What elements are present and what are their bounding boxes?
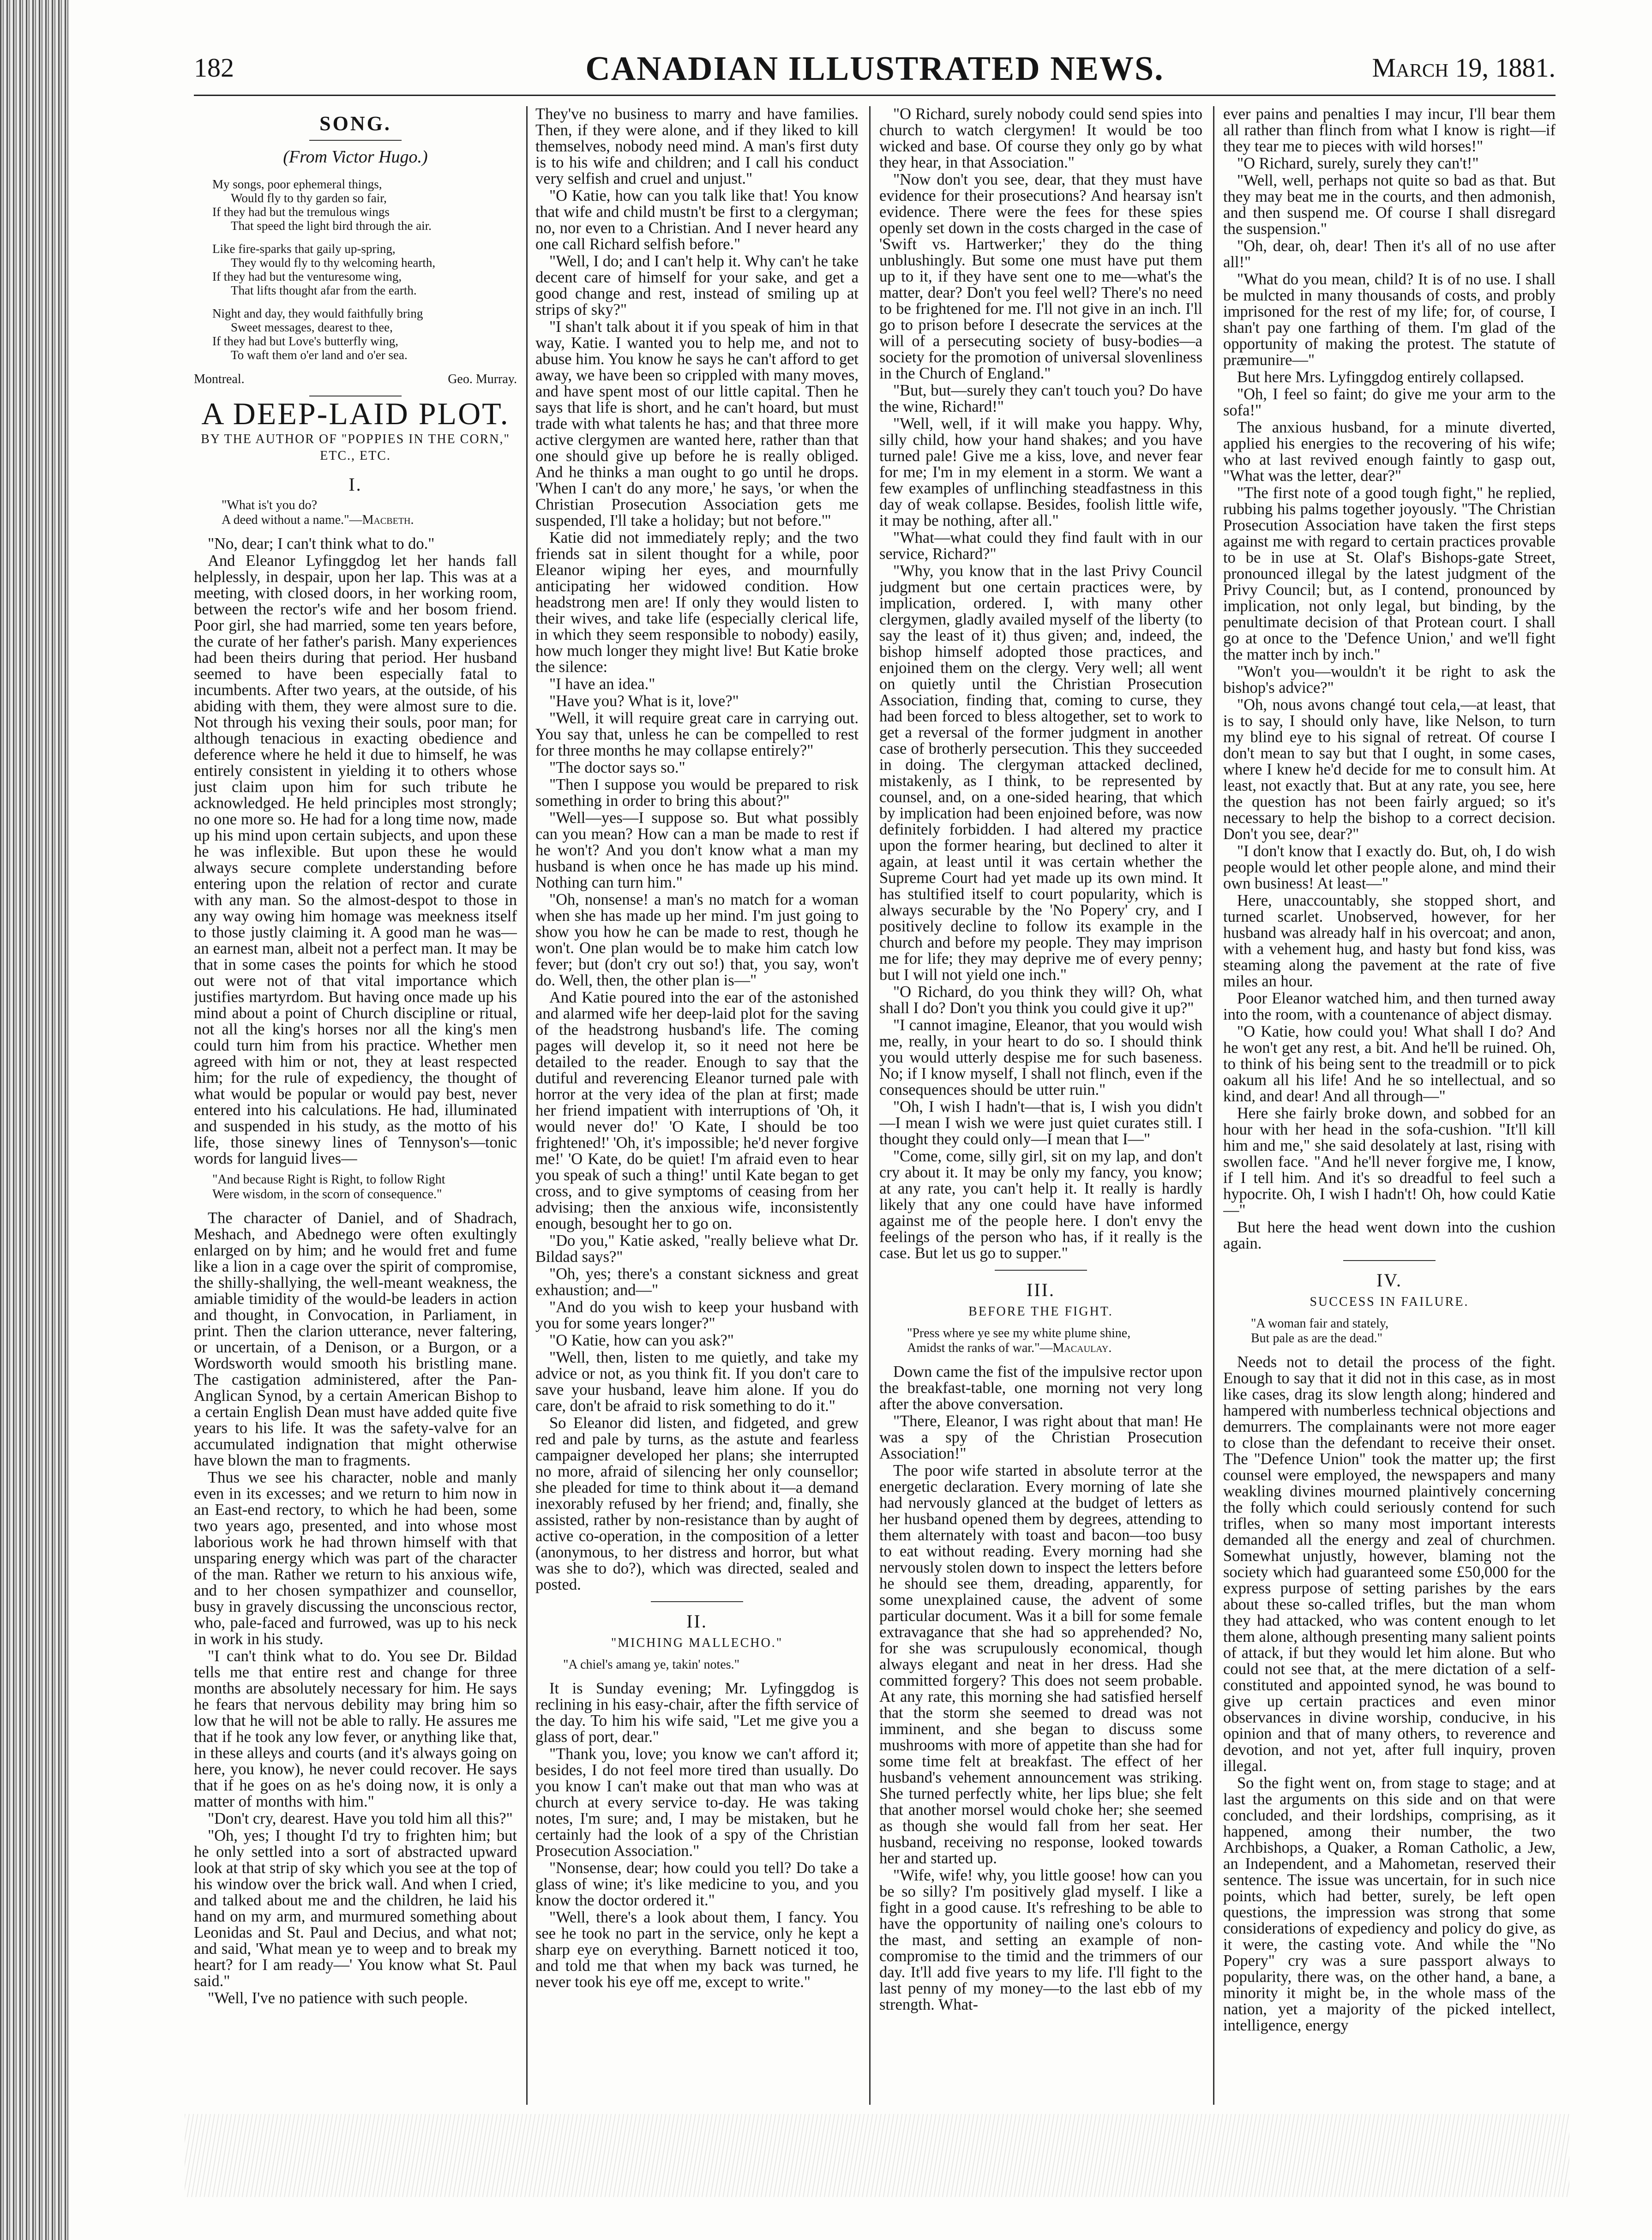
page-header	[194, 44, 1556, 96]
song-stanza	[212, 306, 517, 362]
column-2	[535, 106, 859, 2105]
song-author: Geo. Murray.	[448, 372, 517, 386]
paragraph: "Oh, I wish I hadn't—that is, I wish you didn't—I mean I wish we were just quiet curates still. I thought they could only—I mean that I—"	[879, 1098, 1202, 1148]
paragraph: The character of Daniel, and of Shadrach, Meshach, and Abednego were often exultingly enlarged on by him; and he would fret and fume like a lion in a cage over the spirit of compromise, the shilly-shallying, the well-meant weakness, the amiable timidity of the would-be leaders in action and thought, in Convocation, in Parliament, in print. Then the clarion utterance, never faltering, or uncertain, of a Denison, or a Burgon, or a Wordsworth would smooth his bristling mane. The castigation administered, after the Pan-Anglican Synod, by a certain American Bishop to a certain English Dean must have added quite five years to his life. It was the safety-valve for an accumulated indignation that might otherwise have blown the man to fragments.	[194, 1209, 517, 1469]
scan-binding-edge	[0, 0, 69, 2240]
column-rule	[1213, 106, 1214, 2105]
masthead: CANADIAN ILLUSTRATED NEWS.	[585, 50, 1164, 88]
paragraph: "O Richard, do you think they will? Oh, what shall I do? Don't you think you could give it up?"	[879, 983, 1202, 1017]
paragraph: "I have an idea."	[549, 675, 655, 693]
paragraph: "O Katie, how can you talk like that! You know that wife and child mustn't be first to a clergyman; no, nor even to a Christian. And I never heard any one call Richard selfish before."	[535, 187, 859, 253]
tennyson-quote: "And because Right is Right, to follow Right Were wisdom, in the scorn of consequence."	[212, 1172, 445, 1201]
song-source: (From Victor Hugo.)	[283, 147, 428, 167]
paragraph: But here the head went down into the cushion again.	[1223, 1219, 1556, 1252]
paragraph: "Thank you, love; you know we can't afford it; besides, I do not feel more tired than usually. Do you know I can't make out that man who was at church at every service to-day. He was taking notes, I'm sure; and, I may be mistaken, but he certainly had the look of a spy of the Christian Prosecution Association."	[535, 1745, 859, 1860]
song-title: SONG.	[319, 112, 391, 135]
paragraph: And Eleanor Lyfinggdog let her hands fall helplessly, in despair, upon her lap. This was at a meeting, with closed doors, in her working room, between the rector's wife and her bosom friend. Poor girl, she had married, some ten years before, the curate of her father's parish. Many experiences had been theirs during that period. Her husband seemed to have been especially fatal to incumbents. After two years, at the outside, of his abiding with them, they were almost sure to die. Not through his vexing their souls, poor man; for although tenacious in exacting obedience and deference where he held it due to himself, he was entirely consistent in yielding it to others whose just claim upon him for such tribute he acknowledged. He held principles most strongly; no one more so. He had for a long time now, made up his mind upon certain subjects, and upon these he was inflexible. But upon these he would always secure complete understanding before entering upon the relation of rector and curate with any man. So the almost-despot to those in any way owing him homage was meekness itself to those justly claiming it. A good man he was—an earnest man, albeit not a perfect man. It may be that in some cases the points for which he stood out were not of that vital importance which justifies martyrdom. But having once made up his mind about a point of Church discipline or ritual, not all the king's horses nor all the king's men could turn him from his practice. Whether men agreed with him or not, they at least respected him; for the rule of expediency, the thought of what would be popular or would pay best, never entered into his calculations. He had, illuminated and suspended in his study, as the motto of his life, those sinewy lines of Tennyson's—tonic words for languid lives—	[194, 552, 517, 1167]
paragraph: "Come, come, silly girl, sit on my lap, and don't cry about it. It may be only my fancy, you know; at any rate, you can't help it. It really is hardly likely that any one could have have informed against me of the people here. I don't envy the feelings of the person who has, if it really is the case. But let us go to supper."	[879, 1147, 1202, 1262]
column-1	[194, 106, 517, 2105]
paragraph: "What do you mean, child? It is of no use. I shall be mulcted in many thousands of costs, and probly imprisoned for the rest of my life; for, of course, I shan't pay one farthing of them. I'm glad of the opportunity of making the protest. The statute of præmunire—"	[1223, 270, 1556, 369]
epigraph-source: Macaulay.	[1052, 1341, 1112, 1355]
story-byline: BY THE AUTHOR OF "POPPIES IN THE CORN," ETC., ETC.	[201, 432, 510, 463]
verse-line: They would fly to thy welcoming hearth,	[231, 256, 436, 270]
paragraph: So the fight went on, from stage to stage; and at last the arguments on this side and on that were concluded, and their lordships, comprising, as it happened, among their number, the two Archbishops, a Quaker, a Roman Catholic, a Jew, an Independent, and a Mahometan, reserved their sentence. The issue was uncertain, for in such nice points, which had better, surely, be left open questions, the impression was strong that some considerations of expediency and policy do give, as it were, the casting vote. And while the "No Popery" cry was a sure passport always to popularity, there was, on the other hand, a bane, a minority it might be, in the whole mass of the nation, yet a majority of the picked intellect, intelligence, energy	[1223, 1774, 1556, 2034]
chapter-title: BEFORE THE FIGHT.	[968, 1304, 1113, 1319]
paragraph: Here, unaccountably, she stopped short, and turned scarlet. Unobserved, however, for her husband was already half in his overcoat; and anon, with a vehement hug, and hasty but fond kiss, was steaming along the pavement at the rate of five miles an hour.	[1223, 892, 1556, 990]
paragraph: "Oh, I feel so faint; do give me your arm to the sofa!"	[1223, 385, 1556, 419]
paragraph: "Well, then, listen to me quietly, and take my advice or not, as you think fit. If you don't care to save your husband, leave him alone. If you do care, don't be afraid to risk something to do it."	[535, 1349, 859, 1415]
chapter-number: II.	[686, 1611, 708, 1632]
paragraph: "I cannot imagine, Eleanor, that you would wish me, really, in your heart to do so. I should think you would utterly despise me for such baseness. No; if I know myself, I shall not flinch, even if the consequences should be utter ruin."	[879, 1016, 1202, 1099]
paragraph: "Have you? What is it, love?"	[549, 692, 739, 710]
paragraph: "Well—yes—I suppose so. But what possibly can you mean? How can a man be made to rest if he won't? And you don't know what a man my husband is when once he has made up his mind. Nothing can turn him."	[535, 809, 859, 891]
verse-line: That speed the light bird through the air.	[231, 219, 432, 233]
paragraph: "The doctor says so."	[549, 759, 685, 776]
paragraph: "I can't think what to do. You see Dr. Bildad tells me that entire rest and change for three months are absolutely necessary for him. He says he fears that nervous debility may bring him so low that he will not be able to rally. He assures me that if he took any low fever, or anything like that, in these alleys and courts (and it's always going on here, you know), he never could recover. He says that if he goes on as he's doing now, it is only a matter of months with him."	[194, 1647, 517, 1810]
verse-line: To waft them o'er land and o'er sea.	[231, 348, 408, 362]
paragraph: "The first note of a good tough fight," he replied, rubbing his palms together joyously. "The Christian Prosecution Association have taken the first steps against me with regard to certain practices provable to be in use at St. Olaf's Bishops-gate Street, pronounced illegal by the latest judgment of the Privy Council; but, as I contend, pronounced by implication, not only legal, but binding, by the penultimate decision of that Protean court. I shall go at once to the 'Defence Union,' and we'll fight the matter inch by inch."	[1223, 484, 1556, 663]
verse-line: That lifts thought afar from the earth.	[231, 283, 417, 297]
paragraph: "Well, well, if it will make you happy. Why, silly child, how your hand shakes; and you have turned pale! Give me a kiss, love, and never fear for me; I'm in my element in a storm. We want a few examples of unflinching steadfastness in this day of weak collapse. Besides, foolish little wife, it may be nothing, after all."	[879, 415, 1202, 529]
verse-line: If they had but the venturesome wing,	[212, 270, 402, 283]
chapter-number: IV.	[1376, 1270, 1403, 1291]
paragraph: "Oh, dear, oh, dear! Then it's all of no use after all!"	[1223, 237, 1556, 271]
song-stanza	[212, 177, 517, 233]
paragraph: "Well, well, perhaps not quite so bad as that. But they may beat me in the courts, and then admonish, and then suspend me. Of course I shall disregard the suspension."	[1223, 172, 1556, 238]
story-title: A DEEP-LAID PLOT.	[201, 396, 510, 431]
paragraph: "There, Eleanor, I was right about that man! He was a spy of the Christian Prosecution Association!"	[879, 1412, 1202, 1462]
paragraph: "Won't you—wouldn't it be right to ask the bishop's advice?"	[1223, 663, 1556, 697]
column-3	[879, 106, 1202, 2105]
paragraph: Poor Eleanor watched him, and then turned away into the room, with a countenance of abject dismay.	[1223, 990, 1556, 1023]
paragraph: "But, but—surely they can't touch you? Do have the wine, Richard!"	[879, 382, 1202, 415]
paragraph: The poor wife started in absolute terror at the energetic declaration. Every morning of late she had nervously glanced at the budget of letters as her husband opened them by degrees, attending to them alternately with toast and bacon—too busy to eat without reading. Every morning had she nervously stolen down to inspect the letters before he should see them, dreading, apparently, for some unexplained cause, the advent of some particular document. Was it a bill for some female extravagance that she had so apprehended? No, for she was scrupulously economical, though always elegant and neat in her dress. Had she committed forgery? This does not seem probable. At any rate, this morning she had satisfied herself that the storm she seemed to dread was not imminent, and she began to discuss some mushrooms with more of appetite than she had for some time felt at breakfast. The effect of her husband's vehement announcement was striking. She turned perfectly white, her lips blue; she felt that another morsel would choke her; she seemed as though she would fall from her seat. Her husband, receiving no response, looked towards her and started up.	[879, 1462, 1202, 1867]
paragraph: ever pains and penalties I may incur, I'll bear them all rather than flinch from what I know is right—if they tear me to pieces with wild horses!"	[1223, 106, 1556, 155]
divider	[995, 1270, 1087, 1271]
paragraph: Katie did not immediately reply; and the two friends sat in silent thought for a while, poor Eleanor wiping her eyes, and mournfully anticipating her widowed condition. How headstrong men are! If only they would listen to their wives, and take life (especially clerical life, in which they seem responsible to nobody) easily, how much longer they might live! But Katie broke the silence:	[535, 529, 859, 676]
paragraph: "I shan't talk about it if you speak of him in that way, Katie. I wanted you to help me, and not to abuse him. You know he says he can't afford to get away, we have been so crippled with many moves, and have spent most of our little capital. Then he says that life is short, and he can't hoard, but must trade with what talents he has; and that three more active clergymen are wanted here, rather than that one should give up before he is really obliged. And he thinks a man ought to go until he drops. 'When I can't do any more,' he says, 'or when the Christian Prosecution Association gets me suspended, I'll take a holiday; but not before.'"	[535, 318, 859, 529]
verse-line: Like fire-sparks that gaily up-spring,	[212, 242, 396, 256]
column-rule	[869, 106, 871, 2105]
paragraph: "Why, you know that in the last Privy Council judgment but one certain practices were, by implication, ordered. I, with many other clergymen, gladly availed myself of the liberty (to say the least of it) thus given; and, indeed, the bishop himself adopted those practices, and enjoined them on the clergy. Very well; all went on quietly until the Christian Prosecution Association, finding that, coming to curse, they had been forced to bless altogether, set to work to get a reversal of the former judgment in another case of brotherly persecution. This they succeeded in doing. The clergyman attacked declined, mistakenly, as I think, to be represented by counsel, and, on a one-sided hearing, that which by implication had been enjoined before, was now definitely forbidden. I had altered my practice upon the former hearing, but declined to alter it again, at least until it was certain whether the Supreme Court had yet made up its own mind. It has stultified itself to court popularity, which is always securable by the 'No Popery' cry, and I positively decline to follow its example in the church and before my people. They may imprison me for life; they may deprive me of every penny; but I will not yield one inch."	[879, 562, 1202, 984]
chapter-epigraph: "A chiel's amang ye, takin' notes."	[563, 1657, 740, 1672]
paragraph: "Oh, yes; there's a constant sickness and great exhaustion; and—"	[535, 1265, 859, 1299]
paragraph: It is Sunday evening; Mr. Lyfinggdog is reclining in his easy-chair, after the fifth service of the day. To him his wife said, "Let me give you a glass of port, dear."	[535, 1680, 859, 1746]
paragraph: Thus we see his character, noble and manly even in its excesses; and we return to him now in an East-end rectory, to which he had been, some two years ago, presented, and into whose most laborious work he had thrown himself with that unsparing energy which was part of the character of the man. Rather we return to his anxious wife, and to her chosen sympathizer and counsellor, busy in gravely discussing the unconscious rector, who, pale-faced and furrowed, was up to his neck in work in his study.	[194, 1469, 517, 1648]
paragraph: Down came the fist of the impulsive rector upon the breakfast-table, one morning not very long after the above conversation.	[879, 1363, 1202, 1413]
chapter-title: SUCCESS IN FAILURE.	[1310, 1295, 1469, 1309]
paragraph: "Wife, wife! why, you little goose! how can you be so silly? I'm positively glad myself. I like a fight in a good cause. It's refreshing to be able to have the opportunity of nailing one's colours to the mast, and setting an example of non-compromise to the timid and the trimmers of our day. It'll add five years to my life. I'll fight to the last penny of my money—to the last ebb of my strength. What-	[879, 1867, 1202, 2013]
paragraph: "Oh, nous avons changé tout cela,—at least, that is to say, I should only have, like Nelson, to turn my blind eye to his signal of retreat. Of course I don't mean to say but that I ought, in some cases, where I knew he'd decide for me to consult him. At least, not exactly that. But at any rate, you see, here the question has not been fairly argued; so it's necessary to help the bishop to a correct decision. Don't you see, dear?"	[1223, 696, 1556, 843]
page-number: 182	[194, 53, 234, 83]
epigraph-source: Macbeth.	[362, 513, 414, 527]
paragraph: But here Mrs. Lyfinggdog entirely collapsed.	[1237, 368, 1524, 386]
chapter-title: "MICHING MALLECHO."	[611, 1636, 783, 1650]
scan-noise	[185, 2114, 1569, 2197]
paragraph: "O Richard, surely nobody could send spies into church to watch clergymen! It would be too wicked and base. Of course they only go by what they hear, in that Association."	[879, 106, 1202, 171]
chapter-epigraph	[907, 1326, 1202, 1356]
paragraph: They've no business to marry and have families. Then, if they were alone, and if they liked to kill themselves, nobody need mind. A man's first duty is to his wife and children; and I call his conduct very selfish and cruel and unjust."	[535, 106, 859, 187]
paragraph: "Nonsense, dear; how could you tell? Do take a glass of wine; it's like medicine to you, and you know the doctor ordered it."	[535, 1859, 859, 1909]
chapter-number: III.	[1027, 1279, 1055, 1300]
song-stanza	[212, 242, 517, 297]
paragraph: "I don't know that I exactly do. But, oh, I do wish people would let other people alone, and mind their own business! At least—"	[1223, 842, 1556, 892]
paragraph: "O Katie, how could you! What shall I do? And he won't get any rest, a bit. And he'll be ruined. Oh, to think of his being sent to the treadmill or to pick oakum all his life! And he so intellectual, and so kind, and dear! And all through—"	[1223, 1023, 1556, 1105]
epigraph-text: "Press where ye see my white plume shine, Amidst the ranks of war."—	[907, 1326, 1131, 1355]
paragraph: "Now don't you see, dear, that they must have evidence for their prosecutions? And hearsay isn't evidence. There were the fees for these spies openly set down in the costs charged in the case of 'Swift vs. Hartwerker;' they do the thing unblushingly. But some one must have put them up to it, if they have sent one to me—what's the matter, dear? Don't you feel well? There's no need to be frightened for me. I'll not give in an inch. I'll go to prison before I desecrate the services at the will of a persecuting society of busy-bodies—a society for the promotion of universal slovenliness in the Church of England."	[879, 171, 1202, 382]
paragraph: "Don't cry, dearest. Have you told him all this?"	[208, 1810, 513, 1827]
paragraph: "No, dear; I can't think what to do."	[208, 535, 435, 552]
verse-line: Sweet messages, dearest to thee,	[231, 320, 393, 334]
paragraph: The anxious husband, for a minute diverted, applied his energies to the recovering of his wife; who at last revived enough faintly to gasp out, "What was the letter, dear?"	[1223, 419, 1556, 485]
chapter-epigraph	[222, 498, 517, 528]
paragraph: "Oh, yes; I thought I'd try to frighten him; but he only settled into a sort of abstracted upward look at that strip of sky which you see at the top of his window over the brick wall. And when I cried, and talked about me and the children, he laid his hand on my arm, and murmured something about Leonidas and St. Paul and Decius, and what not; and said, 'What mean ye to weep and to break my heart? for I am ready—' You know what St. Paul said."	[194, 1827, 517, 1990]
column-rule	[526, 106, 528, 2105]
paragraph: "Do you," Katie asked, "really believe what Dr. Bildad says?"	[535, 1232, 859, 1266]
divider	[1343, 1260, 1436, 1261]
chapter-number: I.	[348, 474, 362, 495]
paragraph: "O Richard, surely, surely they can't!"	[1237, 155, 1479, 172]
chapter-epigraph: "A woman fair and stately, But pale as are the dead."	[1251, 1316, 1389, 1345]
issue-date: March 19, 1881.	[1372, 53, 1556, 83]
verse-line: Night and day, they would faithfully bring	[212, 306, 423, 320]
paragraph: "What—what could they find fault with in our service, Richard?"	[879, 529, 1202, 563]
paragraph: So Eleanor did listen, and fidgeted, and grew red and pale by turns, as the astute and fearless campaigner developed her plans; she interrupted no more, afraid of silencing her only counsellor; she pleaded for time to think about it—a demand inexorably refused by her friend; and, finally, she assisted, rather by non-resistance than by aught of active co-operation, in the composition of a letter (anonymous, to her distress and horror, but what was she to do?), which was directed, sealed and posted.	[535, 1414, 859, 1593]
column-4	[1223, 106, 1556, 2105]
paragraph: "Well, it will require great care in carrying out. You say that, unless he can be compelled to rest for three months he may collapse entirely?"	[535, 709, 859, 759]
song-place: Montreal.	[194, 372, 245, 386]
divider	[651, 1601, 743, 1602]
verse-line: If they had but the tremulous wings	[212, 205, 390, 219]
paragraph: Needs not to detail the process of the fight. Enough to say that it did not in this case, as in most like cases, drag its slow length along; hindered and hampered with numberless technical objections and demurrers. The complainants were not more eager to close than the defendant to receive their onset. The "Defence Union" took the matter up; the first counsel were employed, the newspapers and many weakling divines mourned plaintively concerning the folly which could seriously contend for such trifles, when so many most important interests demanded all the energy and zeal of churchmen. Somewhat unjustly, however, blaming not the society which had guaranteed some £50,000 for the express purpose of setting parishes by the ears about these so-called trifles, but the man whom they had attacked, who was content enough to let them alone, although presenting many salient points of attack, if but they would let him alone. But who could not see that, at the mere dictation of a self-constituted and appointed synod, he was bound to give up certain practices and even minor observances in divine worship, conducive, in his opinion and that of many others, to reverence and devotion, and not yet, after full inquiry, proven illegal.	[1223, 1353, 1556, 1775]
verse-line: My songs, poor ephemeral things,	[212, 177, 382, 191]
paragraph: And Katie poured into the ear of the astonished and alarmed wife her deep-laid plot for the saving of the headstrong husband's life. The coming pages will develop it, so it need not here be detailed to the reader. Enough to say that the dutiful and reverencing Eleanor turned pale with horror at the very idea of the plan at first; made her friend impatient with interruptions of 'Oh, it would never do!' 'O Kate, I should be too frightened!' 'Oh, it's impossible; he'd never forgive me!' 'O Kate, do be quiet! I'm afraid even to hear you speak of such a thing!' until Kate began to get cross, and to give symptoms of ceasing from her advising; then the anxious wife, inconsistently enough, besought her to go on.	[535, 989, 859, 1232]
song-signature	[194, 371, 517, 387]
paragraph: "Oh, nonsense! a man's no match for a woman when she has made up her mind. I'm just going to show you how he can be made to rest, though he won't. One plan would be to make him catch low fever; but (don't cry out so!) that, you say, won't do. Well, then, the other plan is—"	[535, 891, 859, 989]
divider	[309, 140, 402, 141]
paragraph: "Then I suppose you would be prepared to risk something in order to bring this about?"	[535, 776, 859, 810]
paragraph: "And do you wish to keep your husband with you for some years longer?"	[535, 1298, 859, 1332]
verse-line: If they had but Love's butterfly wing,	[212, 334, 399, 348]
paragraph: "O Katie, how can you ask?"	[549, 1332, 734, 1349]
paragraph: "Well, there's a look about them, I fancy. You see he took no part in the service, only he kept a sharp eye on everything. Barnett noticed it too, and told me that when my back was turned, he never took his eye off me, except to write."	[535, 1909, 859, 1991]
paragraph: "Well, I've no patience with such people.	[208, 1989, 468, 2007]
paragraph: Here she fairly broke down, and sobbed for an hour with her head in the sofa-cushion. "It'll kill him and me," she said desolately at last, rising with swollen face. "And he'll never forgive me, I know, if I tell him. And it's so dreadful to feel such a hypocrite. Oh, I wish I hadn't! Oh, how could Katie—"	[1223, 1105, 1556, 1219]
verse-line: Would fly to thy garden so fair,	[231, 191, 387, 205]
paragraph: "Well, I do; and I can't help it. Why can't he take decent care of himself for your sake, and get a good change and rest, instead of smiling up at strips of sky?"	[535, 252, 859, 318]
epigraph-text: "What is't you do? A deed without a name."—	[222, 498, 362, 527]
